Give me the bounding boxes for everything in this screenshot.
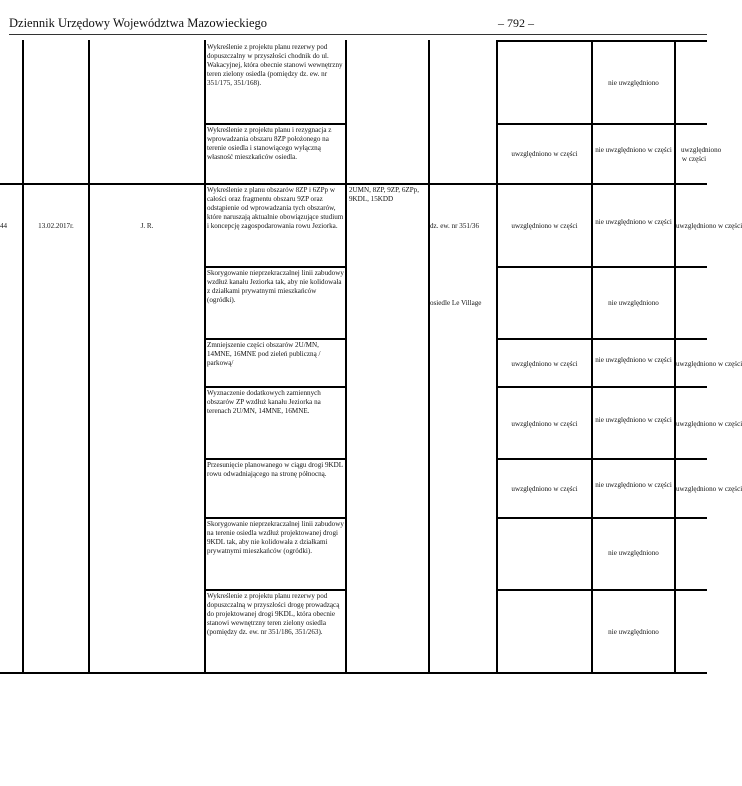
grid-line — [0, 672, 707, 674]
entry-date: 13.02.2017r. — [38, 222, 74, 230]
decision-a: uwzględniono w części — [511, 222, 578, 230]
header-rule — [9, 34, 707, 35]
grid-line — [204, 458, 347, 460]
remark-text: Wykreślenie z projektu planu rezerwy pod dopuszczalny w przyszłości chodnik do ul. Wakacyjnej, która obecnie stanowi wewnętrzny teren zielony osiedla (pomiędzy dz. ew. nr 351/175, 351/168). — [207, 43, 343, 87]
decision-b: nie uwzględniono — [608, 79, 659, 87]
grid-line — [674, 40, 676, 674]
remark-text: Przesunięcie planowanego w ciągu drogi 9KDL rowu odwadniającego na stronę północną. — [207, 461, 343, 478]
entry-person: J. R. — [140, 222, 154, 230]
grid-line — [496, 386, 707, 388]
decision-b: nie uwzględniono — [608, 549, 659, 557]
grid-line — [496, 589, 707, 591]
grid-line — [204, 338, 347, 340]
entry-number: 44 — [0, 222, 8, 230]
decision-b: nie uwzględniono — [608, 299, 659, 307]
decision-c: uwzględniono w części — [681, 146, 722, 163]
remark-text: Zmniejszenie części obszarów 2U/MN, 14MNE, 16MNE pod zieleń publiczną / parkową/ — [207, 341, 321, 367]
grid-line — [591, 40, 593, 674]
grid-line — [204, 266, 347, 268]
grid-line — [0, 183, 707, 185]
entry-areas: 2UMN, 8ZP, 9ZP, 6ZPp, 9KDL, 15KDD — [349, 186, 419, 203]
page-number: – 792 – — [498, 16, 534, 30]
grid-line — [204, 589, 347, 591]
decision-b: nie uwzględniono w części — [595, 146, 672, 154]
grid-line — [204, 517, 347, 519]
remark-text: Wykreślenie z planu obszarów 8ZP i 6ZPp w całości oraz fragmentu obszaru 9ZP oraz odstąpienie od wprowadzania tych obszarów, które naruszają aktualnie obowiązujące studium i koncepcję zagospodarowania rowu Jeziorka. — [207, 186, 344, 230]
decision-c: uwzględniono w części — [676, 360, 742, 368]
decision-b: nie uwzględniono w części — [595, 356, 672, 364]
decision-b: nie uwzględniono w części — [595, 218, 672, 226]
remark-text: Skorygowanie nieprzekraczalnej linii zabudowy na terenie osiedla wzdłuż projektowanej drogi 9KDL tak, aby nie kolidowała z działkami prywatnymi mieszkańców (ogródki). — [207, 520, 344, 555]
grid-line — [496, 40, 707, 42]
decision-a: uwzględniono w części — [511, 360, 578, 368]
decision-a: uwzględniono w części — [511, 485, 578, 493]
decision-b: nie uwzględniono — [608, 628, 659, 636]
decision-b: nie uwzględniono w części — [595, 481, 672, 489]
grid-line — [496, 458, 707, 460]
decision-c: uwzględniono w części — [676, 222, 742, 230]
grid-line — [496, 40, 498, 674]
decision-a: uwzględniono w części — [511, 150, 578, 158]
decision-c: uwzględniono w części — [676, 420, 742, 428]
remark-text: Wykreślenie z projektu planu i rezygnacja z wprowadzania obszaru 8ZP położonego na terenie osiedla i stanowiącego wyłączną własność mieszkańców osiedla. — [207, 126, 332, 161]
grid-line — [496, 123, 707, 125]
grid-line — [204, 123, 347, 125]
entry-location: osiedle Le Village — [430, 299, 482, 307]
decision-c: uwzględniono w części — [676, 485, 742, 493]
remark-text: Wyznaczenie dodatkowych zamiennych obszarów ZP wzdłuż kanału Jeziorka na terenach 2U/MN, 14MNE, 16MNE. — [207, 389, 321, 415]
grid-line — [204, 40, 206, 674]
grid-line — [496, 266, 707, 268]
remark-text: Wykreślenie z projektu planu rezerwy pod dopuszczalną w przyszłości drogę prowadzącą do projektowanej drogi 9KDL, która obecnie stanowi wewnętrzny teren zielony osiedla (pomiędzy dz. ew. nr 351/186, 351/263). — [207, 592, 340, 636]
grid-line — [428, 40, 430, 674]
publication-title: Dziennik Urzędowy Województwa Mazowieckiego — [9, 16, 268, 30]
grid-line — [345, 40, 347, 674]
grid-line — [496, 338, 707, 340]
decision-b: nie uwzględniono w części — [595, 416, 672, 424]
grid-line — [496, 517, 707, 519]
entry-parcel: dz. ew. nr 351/36 — [430, 222, 479, 230]
grid-line — [204, 386, 347, 388]
remark-text: Skorygowanie nieprzekraczalnej linii zabudowy wzdłuż kanału Jeziorka tak, aby nie kolidowała z działkami prywatnymi mieszkańców (ogródki). — [207, 269, 344, 304]
decision-a: uwzględniono w części — [511, 420, 578, 428]
grid-line — [88, 40, 90, 674]
grid-line — [22, 40, 24, 674]
